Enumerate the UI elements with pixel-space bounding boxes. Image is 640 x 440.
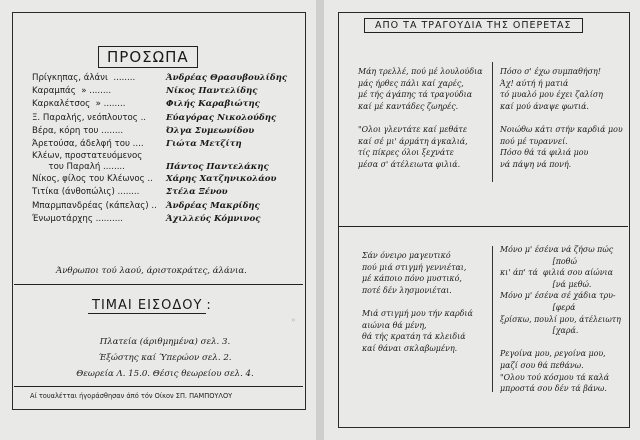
cast-role: Νίκος, φίλος του Κλέωνος .. <box>32 174 153 185</box>
lyric-line: πού μέ τυραννεί. <box>500 136 568 146</box>
prices-list <box>40 334 290 382</box>
cast-row <box>32 151 300 173</box>
lyric-line: αιώνια θά μένη, <box>362 320 427 330</box>
cast-actor: Νίκος Παντελίδης <box>166 86 258 97</box>
cast-row <box>32 138 300 151</box>
cast-row <box>32 98 300 111</box>
lyric-line: Σάν όνειρο μαγευτικό <box>362 251 451 260</box>
divider-line <box>14 386 303 387</box>
lyric-line: ξρίσκω, πουλί μου, άτέλειωτη <box>500 314 621 324</box>
lyric-line <box>500 112 623 124</box>
lyric-line <box>362 296 473 308</box>
book-gutter <box>316 0 324 440</box>
cast-note: Άνθρωποι τού λαού, άριστοκράτες, άλάνια. <box>56 266 247 276</box>
cast-actor: Πάντος Παντελάκης <box>166 161 269 172</box>
lyric-line: Άχ! αύτή ή ματιά <box>500 78 569 88</box>
lyric-line: Πόσο σ' έχω συμπαθήση! <box>500 67 601 76</box>
lyric-line: μέσα σ' άτέλειωτα φιλιά. <box>358 159 461 169</box>
cast-actor: Άχιλλεύς Κόμνινος <box>166 213 261 224</box>
lyric-line: καί σέ μι' άρμάτη άγκαλιά, <box>358 136 468 146</box>
lyric-line: κι' άπ' τά φιλιά σου αίώνια <box>500 268 613 278</box>
lyric-line: ποτέ δέν λησμονιέται. <box>362 285 452 295</box>
cast-role: Τιτίκα (άνθοπώλις) ........ <box>32 187 140 198</box>
song-2-left <box>362 250 473 354</box>
cast-role: Ένωμοτάρχης .......... <box>32 213 123 224</box>
cast-role: Πρίγκηπας, άλάνι ........ <box>32 73 136 83</box>
column-divider <box>492 246 493 392</box>
lyric-line: μέ κάποιο πόνο μυστικό, <box>362 274 462 284</box>
column-divider <box>492 62 493 182</box>
lyric-line: "Ολου τού κόσμου τά καλά <box>500 372 610 382</box>
song-2-right <box>500 244 621 395</box>
lyric-line: πού μιά στιγμή γεννιέται, <box>362 262 467 272</box>
lyric-line: Μάη τρελλέ, πού μέ λουλούδια <box>358 67 483 76</box>
lyric-line: μάς ήρθες πάλι καί χαρές, <box>358 78 464 88</box>
footer-credit: Αί τουαλέτται ήγοράσθησαν άπό τόν Οίκον ΣΠ. ΠΑΜΠΟΥΛΟΥ <box>30 392 233 400</box>
lyric-line: μαζί σου θά πεθάνω. <box>500 360 584 370</box>
cast-actor: Άνδρέας Μακρίδης <box>166 200 260 211</box>
lyric-line: Μιά στιγμή μου τήν καρδιά <box>362 308 473 318</box>
fold-mark: ◦ <box>291 316 296 325</box>
lyric-line: μπροστά σου δέν τά βάνω. <box>500 384 607 394</box>
lyric-line: Ρεγοίνα μου, ρεγοίνα μου, <box>500 349 606 359</box>
lyric-line <box>500 337 621 349</box>
cast-actor: Στέλα Ξένου <box>166 187 228 198</box>
lyric-line: καί μού άναψε φωτιά. <box>500 101 589 111</box>
cast-actor: Φιλής Καραβιώτης <box>166 99 260 110</box>
lyric-line <box>358 112 483 124</box>
cast-row <box>32 173 300 186</box>
price-line: Έξώστης καί Ύπερώον σελ. 2. <box>98 353 232 363</box>
cast-row <box>32 186 300 199</box>
price-line: Πλατεία (άριθμημένα) σελ. 3. <box>99 337 231 347</box>
lyric-line: [νά μεθώ. <box>500 279 592 289</box>
cast-role: Καρκαλέτσος » ........ <box>32 99 126 110</box>
cast-row <box>32 125 300 138</box>
cast-actor: Χάρης Χατζηνικολάου <box>166 174 277 185</box>
cast-role: Κλέων, προστατευόμενος του Παραλή ........ <box>32 151 143 172</box>
cast-role: Βέρα, κόρη του ........ <box>32 125 124 136</box>
lyric-line: τό μυαλό μου έχει ζαλίση <box>500 90 603 100</box>
price-line: Θεωρεία Λ. 15.0. Θέσις θεωρείου σελ. 4. <box>76 369 254 379</box>
lyric-line: "Ολοι γλεντάτε καί μεθάτε <box>358 124 468 134</box>
divider-line <box>14 284 303 285</box>
lyric-line: [ποθώ <box>500 256 577 266</box>
song-1-left <box>358 66 483 170</box>
songs-title: ΑΠΟ ΤΑ ΤΡΑΓΟΥΔΙΑ ΤΗΣ ΟΠΕΡΕΤΑΣ <box>364 18 583 33</box>
lyric-line: καί μέ καντάδες ζωηρές. <box>358 101 459 111</box>
cast-list <box>32 72 300 226</box>
lyric-line: μέ τής άγάπης τά τραγούδια <box>358 90 473 100</box>
cast-role: Μπαρμπανδρέας (κάπελας) .. <box>32 200 157 211</box>
cast-role: Καραμπάς » ........ <box>32 86 112 97</box>
lyric-line: τίς πίκρες όλοι ξεχνάτε <box>358 148 454 158</box>
lyric-line: [χαρά. <box>500 326 579 336</box>
lyric-line: Πόσο θά τά φιλιά μου <box>500 148 589 158</box>
cast-row <box>32 200 300 213</box>
cast-actor: Άνδρέας Θρασυβουλίδης <box>166 73 288 83</box>
cast-title: ΠΡΟΣΩΠΑ <box>98 46 198 68</box>
lyric-line: νά πάψη νά πονή. <box>500 159 572 169</box>
right-page <box>324 0 640 440</box>
cast-role: Άρετούσα, άδελφή του .... <box>32 138 144 149</box>
cast-role: Ξ. Παραλής, νεόπλουτος .. <box>32 112 147 123</box>
cast-row <box>32 85 300 98</box>
cast-row <box>32 72 300 85</box>
left-page <box>0 0 316 440</box>
cast-actor: Γιώτα Μετζίτη <box>166 138 242 149</box>
section-divider <box>338 226 628 227</box>
lyric-line: [φερά <box>500 302 576 312</box>
prices-title: ΤΙΜΑΙ ΕΙΣΟΔΟΥ : <box>88 298 212 314</box>
song-1-right <box>500 66 623 170</box>
cast-row <box>32 112 300 125</box>
lyric-line: Νοιώθω κάτι στήν καρδιά μου <box>500 124 623 134</box>
lyric-line: θά τής κρατάη τά κλειδιά <box>362 332 466 342</box>
cast-actor: Όλγα Συμεωνίδου <box>166 125 255 136</box>
lyric-line: Μόνο μ' έσένα σέ χάδια τρυ- <box>500 291 616 301</box>
lyric-line: Μόνο μ' έσένα νά ζήσω πώς <box>500 245 614 254</box>
cast-actor: Εύαγόρας Νικολούδης <box>166 112 277 123</box>
lyric-line: καί θάναι σκλαβωμένη. <box>362 343 458 353</box>
cast-row <box>32 213 300 226</box>
